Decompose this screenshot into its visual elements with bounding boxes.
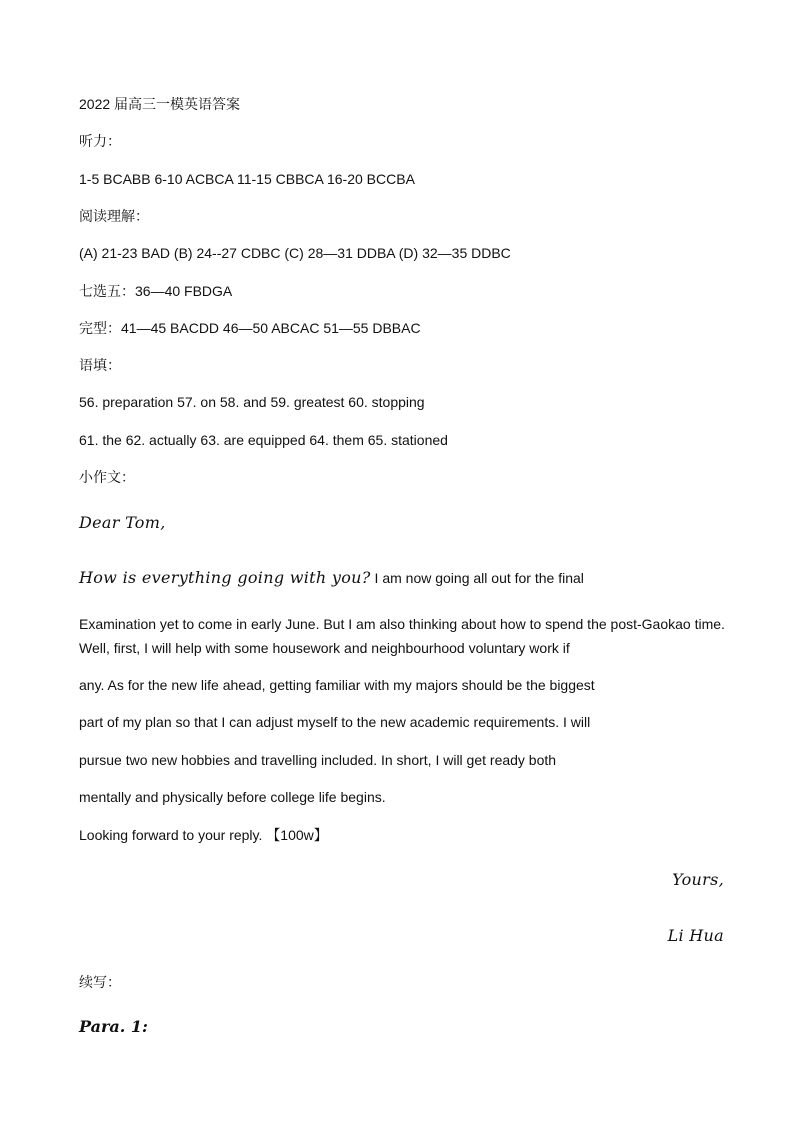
page-title: 2022 届高三一模英语答案 <box>79 96 241 112</box>
letter-line-6: mentally and physically before college life begins. <box>79 789 386 805</box>
cloze-answers: 完型：41—45 BACDD 46—50 ABCAC 51—55 DBBAC <box>79 320 421 336</box>
letter-paragraph: Examination yet to come in early June. But I am also thinking about how to spend the post-Gaokao time. Well, first, I will help with some housework and neighbourhood voluntary work if <box>79 616 725 656</box>
letter-line-5: pursue two new hobbies and travelling included. In short, I will get ready both <box>79 752 557 768</box>
letter-line-3: any. As for the new life ahead, getting familiar with my majors should be the biggest <box>79 677 595 693</box>
continuation-para-label: Para. 1: <box>79 1017 148 1036</box>
grammar-fill-line-1: 56. preparation 57. on 58. and 59. greatest 60. stopping <box>79 394 425 410</box>
reading-answers: (A) 21-23 BAD (B) 24--27 CDBC (C) 28—31 DDBA (D) 32—35 DDBC <box>79 245 511 261</box>
letter-signoff: Yours, <box>672 870 724 889</box>
reading-heading: 阅读理解： <box>79 208 149 224</box>
letter-signature: Li Hua <box>667 926 724 945</box>
continuation-heading: 续写： <box>79 974 121 990</box>
grammar-fill-heading: 语填： <box>79 357 121 373</box>
listening-heading: 听力： <box>79 133 121 149</box>
letter-opening-rest: I am now going all out for the final <box>370 570 584 586</box>
letter-line-4: part of my plan so that I can adjust myself to the new academic requirements. I will <box>79 714 591 730</box>
letter-opening-script: How is everything going with you? <box>79 568 371 587</box>
short-writing-heading: 小作文： <box>79 469 135 485</box>
letter-closing: Looking forward to your reply. 【100w】 <box>79 827 328 843</box>
listening-answers: 1-5 BCABB 6-10 ACBCA 11-15 CBBCA 16-20 BCCBA <box>79 171 415 187</box>
letter-opening-line <box>79 569 584 587</box>
letter-salutation: Dear Tom, <box>79 513 166 532</box>
seven-choose-five-answers: 七选五：36—40 FBDGA <box>79 283 233 299</box>
grammar-fill-line-2: 61. the 62. actually 63. are equipped 64. them 65. stationed <box>79 432 448 448</box>
